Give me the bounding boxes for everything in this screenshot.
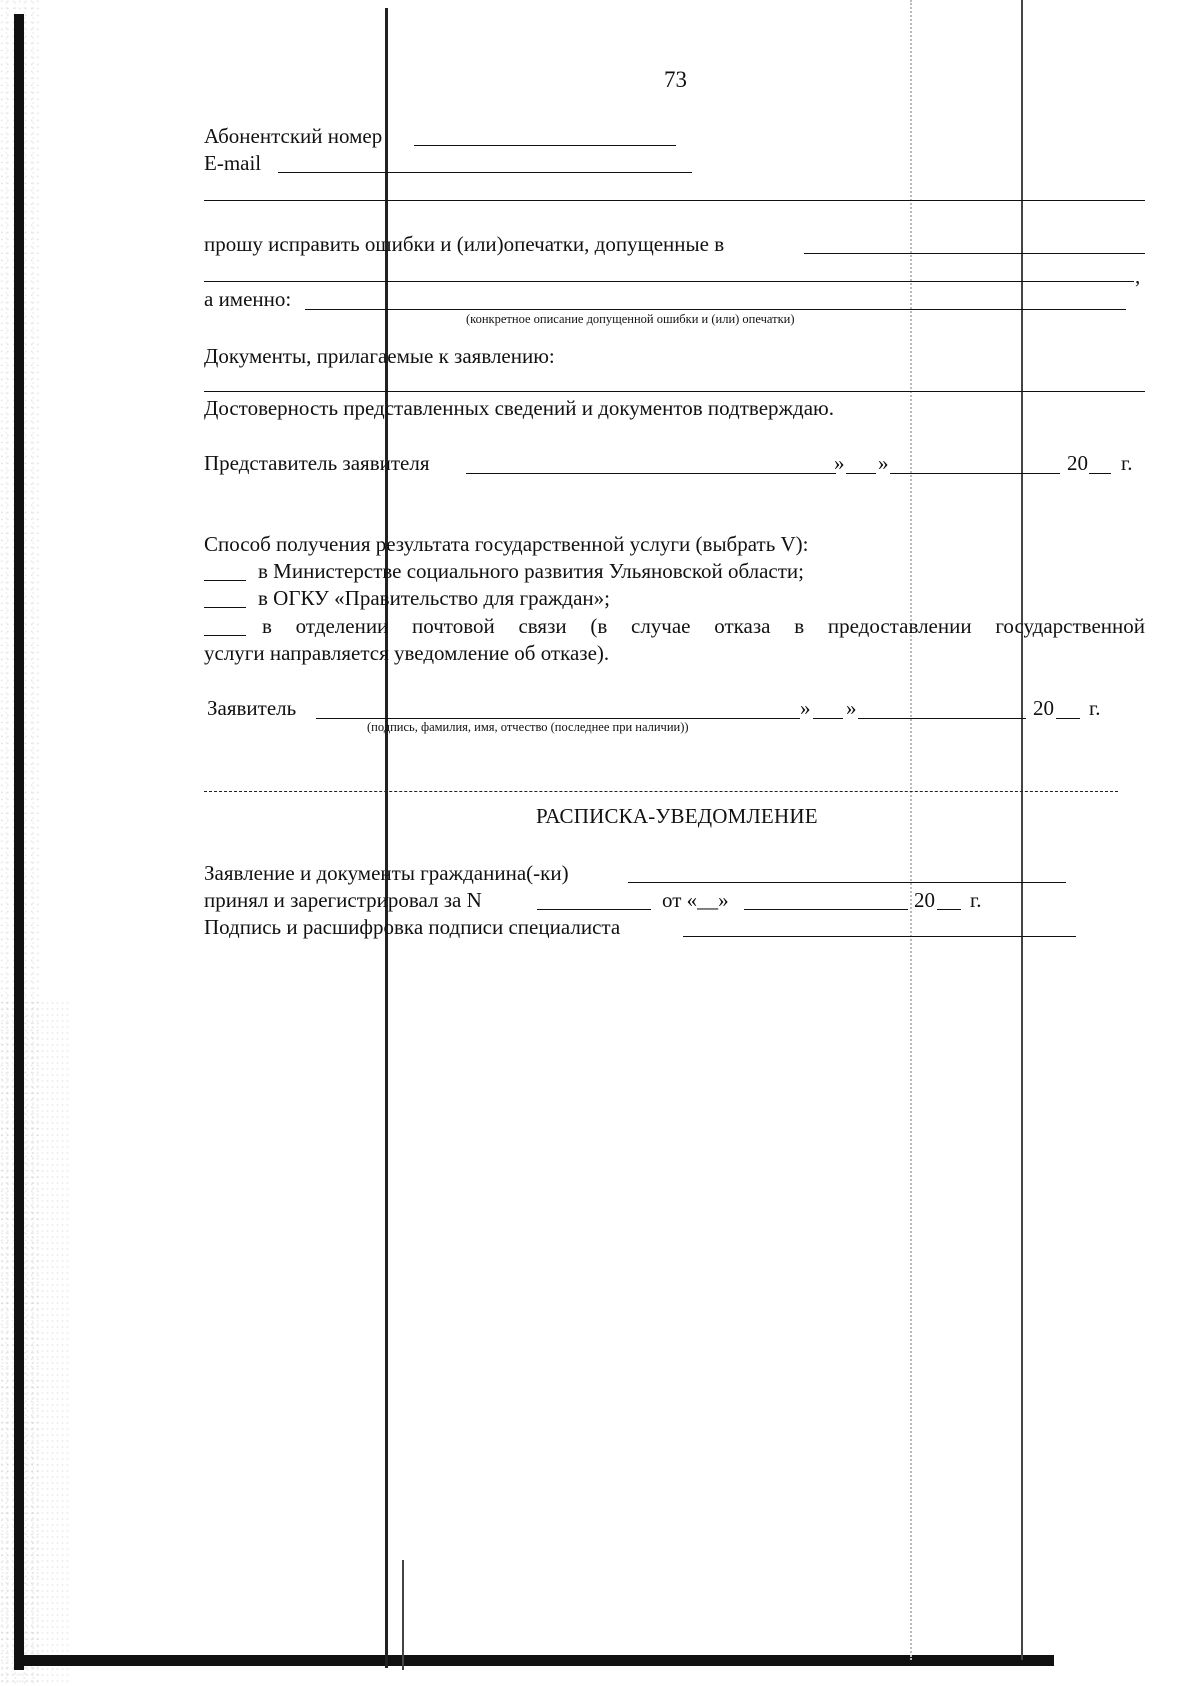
applicant-day-field[interactable] — [813, 718, 843, 719]
cut-line — [204, 791, 1118, 792]
word: государственной — [995, 614, 1145, 638]
page-number: 73 — [664, 67, 687, 92]
delivery-option-post-cont: услуги направляется уведомление об отказе). — [204, 641, 610, 665]
email-field[interactable] — [278, 172, 692, 173]
receipt-signature-label: Подпись и расшифровка подписи специалиста — [204, 915, 621, 939]
receipt-month-field[interactable] — [744, 909, 908, 910]
delivery-option-ministry: в Министерстве социального развития Ульяновской области; — [258, 559, 804, 583]
namely-label: а именно: — [204, 287, 292, 311]
scan-fold-line — [1021, 0, 1023, 1660]
applicant-hint: (подпись, фамилия, имя, отчество (последнее при наличии)) — [367, 720, 689, 734]
year-suffix: г. — [1121, 451, 1133, 475]
delivery-option-post-line — [262, 614, 1145, 638]
applicant-label: Заявитель — [207, 696, 297, 720]
quote-mark: » — [878, 451, 889, 475]
word: (в — [590, 614, 608, 638]
year-suffix: г. — [970, 888, 982, 912]
applicant-year-field[interactable] — [1056, 718, 1080, 719]
delivery-method-title: Способ получения результата государственной услуги (выбрать V): — [204, 532, 809, 556]
namely-hint: (конкретное описание допущенной ошибки и (или) опечатки) — [466, 312, 795, 326]
comma: , — [1135, 264, 1141, 288]
delivery-option-ogku: в ОГКУ «Правительство для граждан»; — [258, 586, 610, 610]
subscriber-number-label: Абонентский номер — [204, 124, 383, 148]
representative-signature-field[interactable] — [466, 473, 836, 474]
applicant-month-field[interactable] — [858, 718, 1026, 719]
scan-left-edge — [14, 14, 24, 1670]
word: отказа — [714, 614, 771, 638]
receipt-signature-field[interactable] — [683, 936, 1076, 937]
representative-day-field[interactable] — [846, 473, 876, 474]
delivery-option-checkbox[interactable] — [204, 607, 246, 608]
year-prefix: 20 — [914, 888, 935, 912]
applicant-signature-field[interactable] — [316, 718, 800, 719]
receipt-number-field[interactable] — [537, 909, 651, 910]
scan-fold-line — [402, 1560, 404, 1670]
receipt-from-label: от «__» — [662, 888, 729, 912]
word: предоставлении — [827, 614, 972, 638]
scan-fold-line — [910, 0, 914, 1660]
subscriber-number-field[interactable] — [414, 145, 676, 146]
delivery-option-checkbox[interactable] — [204, 580, 246, 581]
word: в — [262, 614, 272, 638]
request-document-field[interactable] — [804, 253, 1145, 254]
namely-field[interactable] — [305, 309, 1126, 310]
quote-mark: » — [834, 451, 845, 475]
year-prefix: 20 — [1067, 451, 1088, 475]
word: в — [794, 614, 805, 638]
scan-speckle — [0, 1000, 70, 1686]
receipt-title: РАСПИСКА-УВЕДОМЛЕНИЕ — [536, 804, 818, 828]
representative-year-field[interactable] — [1089, 473, 1111, 474]
blank-line[interactable] — [204, 200, 1145, 201]
request-document-field-cont[interactable] — [204, 281, 1134, 282]
year-prefix: 20 — [1033, 696, 1054, 720]
representative-month-field[interactable] — [890, 473, 1060, 474]
year-suffix: г. — [1089, 696, 1101, 720]
request-line-label: прошу исправить ошибки и (или)опечатки, допущенные в — [204, 232, 725, 256]
scan-fold-line — [385, 8, 388, 1668]
attachments-label: Документы, прилагаемые к заявлению: — [204, 344, 555, 368]
word: отделении — [295, 614, 389, 638]
email-label: E-mail — [204, 151, 262, 175]
word: почтовой — [412, 614, 495, 638]
receipt-citizen-field[interactable] — [628, 882, 1066, 883]
attachments-field[interactable] — [204, 391, 1145, 392]
receipt-documents-label: Заявление и документы гражданина(-ки) — [204, 861, 569, 885]
representative-label: Представитель заявителя — [204, 451, 430, 475]
word: случае — [631, 614, 691, 638]
confirmation-text: Достоверность представленных сведений и документов подтверждаю. — [204, 396, 834, 420]
receipt-year-field[interactable] — [937, 909, 961, 910]
quote-mark: » — [846, 696, 857, 720]
scan-bottom-edge — [24, 1655, 1054, 1666]
delivery-option-checkbox[interactable] — [204, 635, 246, 636]
quote-mark: » — [800, 696, 811, 720]
word: связи — [518, 614, 567, 638]
receipt-registered-label: принял и зарегистрировал за N — [204, 888, 482, 912]
